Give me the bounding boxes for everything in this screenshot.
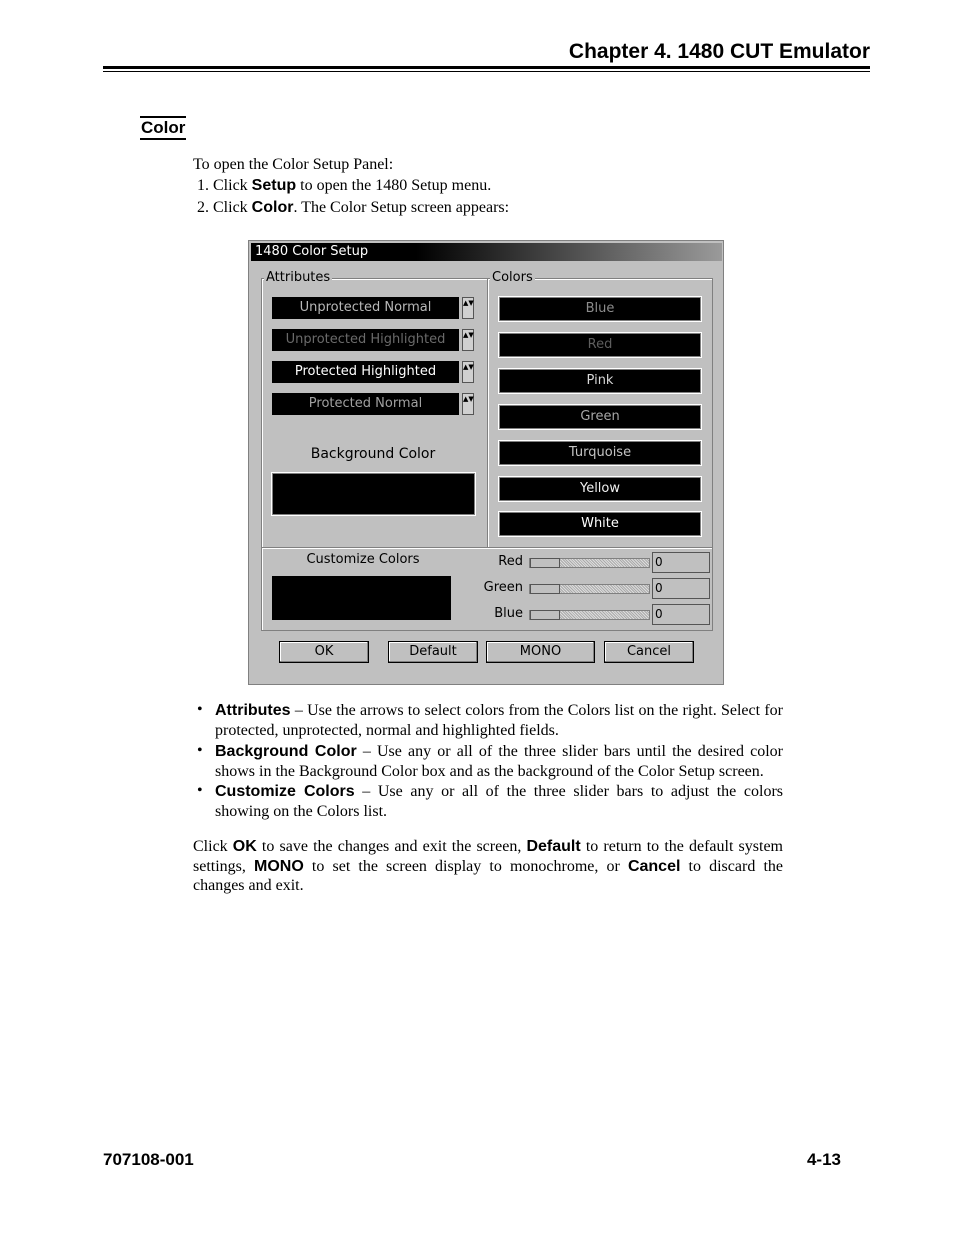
dialog-titlebar[interactable]: 1480 Color Setup <box>251 243 722 261</box>
bullet-customize-colors <box>215 782 783 821</box>
attribute-label: Unprotected Normal <box>299 300 432 315</box>
intro-text: To open the Color Setup Panel: <box>193 156 394 173</box>
slider-thumb[interactable] <box>530 610 560 620</box>
bullet-attributes <box>215 701 783 740</box>
bullet-icon: • <box>197 742 203 759</box>
header-rule <box>103 66 870 69</box>
attribute-spin-icon[interactable]: ▲▼ <box>462 361 474 383</box>
attribute-spin-icon[interactable]: ▲▼ <box>462 329 474 351</box>
customize-color-preview <box>272 576 451 620</box>
closing-term: OK <box>232 838 257 855</box>
attribute-label: Protected Normal <box>308 396 423 411</box>
step-text-pre: Click <box>213 177 252 194</box>
red-slider[interactable] <box>529 558 650 568</box>
blue-value-field[interactable]: 0 <box>652 604 710 625</box>
step-text-pre: Click <box>213 199 252 216</box>
chapter-title: Chapter 4. 1480 CUT Emulator <box>568 40 870 63</box>
bullet-term: Background Color <box>215 743 357 760</box>
color-label: White <box>581 516 619 531</box>
page-number: 4-13 <box>806 1150 841 1169</box>
attribute-label: Unprotected Highlighted <box>285 332 446 347</box>
closing-term: MONO <box>254 857 304 875</box>
bullet-term: Customize Colors <box>215 783 355 800</box>
green-value-field[interactable]: 0 <box>652 578 710 599</box>
slider-label-blue: Blue <box>494 606 523 621</box>
slider-thumb[interactable] <box>530 584 560 594</box>
color-label: Blue <box>585 301 615 316</box>
closing-text: to save the changes and exit the screen, <box>256 838 527 855</box>
step-bold: Color <box>251 199 294 216</box>
step-text-post: to open the 1480 Setup menu. <box>296 177 492 194</box>
color-label: Turquoise <box>568 445 632 460</box>
slider-thumb[interactable] <box>530 558 560 568</box>
step-number: 1. <box>197 177 209 194</box>
attribute-unprotected-highlighted[interactable] <box>272 329 459 351</box>
attribute-label: Protected Highlighted <box>294 364 437 379</box>
attribute-spin-icon[interactable]: ▲▼ <box>462 297 474 319</box>
color-label: Green <box>580 409 620 424</box>
bullet-icon: • <box>197 782 203 799</box>
step-text-post: . The Color Setup screen appears: <box>293 199 510 216</box>
bullet-text: – Use any or all of the three slider bars until the desired color shows in the Background Color box and as the background of the Color Setup screen. <box>215 743 783 780</box>
closing-text: Click <box>193 838 233 855</box>
customize-colors-label: Customize Colors <box>306 552 420 567</box>
bullet-term: Attributes <box>215 702 291 719</box>
bullet-background-color <box>215 742 783 781</box>
color-label: Pink <box>586 373 614 388</box>
green-slider[interactable] <box>529 584 650 594</box>
background-color-preview <box>272 473 475 515</box>
color-setup-dialog <box>248 240 724 685</box>
mono-button[interactable]: MONO <box>486 641 595 663</box>
closing-paragraph <box>193 837 783 896</box>
bullet-text: – Use the arrows to select colors from the Colors list on the right. Select for protected, unprotected, normal and highlighted fields. <box>215 702 783 739</box>
attribute-protected-highlighted[interactable] <box>272 361 459 383</box>
colors-label: Colors <box>492 270 533 285</box>
closing-term: Cancel <box>627 857 681 875</box>
closing-text: to discard the changes and exit. <box>193 857 783 894</box>
closing-text: to return to the default system settings, <box>193 838 783 875</box>
step-bold: Setup <box>251 177 297 194</box>
bullet-icon: • <box>197 701 203 718</box>
attribute-unprotected-normal[interactable] <box>272 297 459 319</box>
background-color-label: Background Color <box>310 446 436 462</box>
attribute-protected-normal[interactable] <box>272 393 459 415</box>
closing-text: to set the screen display to monochrome, or <box>303 857 628 875</box>
ok-button[interactable]: OK <box>279 641 369 663</box>
default-button[interactable]: Default <box>388 641 478 663</box>
closing-term: Default <box>526 838 581 855</box>
blue-slider[interactable] <box>529 610 650 620</box>
color-turquoise[interactable] <box>499 441 701 465</box>
attributes-label: Attributes <box>266 270 331 285</box>
color-yellow[interactable] <box>499 477 701 501</box>
section-title: Color <box>140 116 186 140</box>
color-label: Red <box>587 337 613 352</box>
attribute-spin-icon[interactable]: ▲▼ <box>462 393 474 415</box>
color-red[interactable] <box>499 333 701 357</box>
cancel-button[interactable]: Cancel <box>604 641 694 663</box>
header-rule-thin <box>103 71 870 72</box>
color-blue[interactable] <box>499 297 701 321</box>
step-2 <box>197 199 509 217</box>
slider-label-green: Green <box>483 580 523 595</box>
doc-number: 707108-001 <box>103 1150 194 1169</box>
step-number: 2. <box>197 199 209 216</box>
color-pink[interactable] <box>499 369 701 393</box>
slider-label-red: Red <box>498 554 523 569</box>
red-value-field[interactable]: 0 <box>652 552 710 573</box>
color-white[interactable] <box>499 512 701 536</box>
color-green[interactable] <box>499 405 701 429</box>
color-label: Yellow <box>579 481 621 496</box>
step-1 <box>197 177 491 195</box>
bullet-text: – Use any or all of the three slider bars to adjust the colors showing on the Colors list. <box>215 783 784 820</box>
